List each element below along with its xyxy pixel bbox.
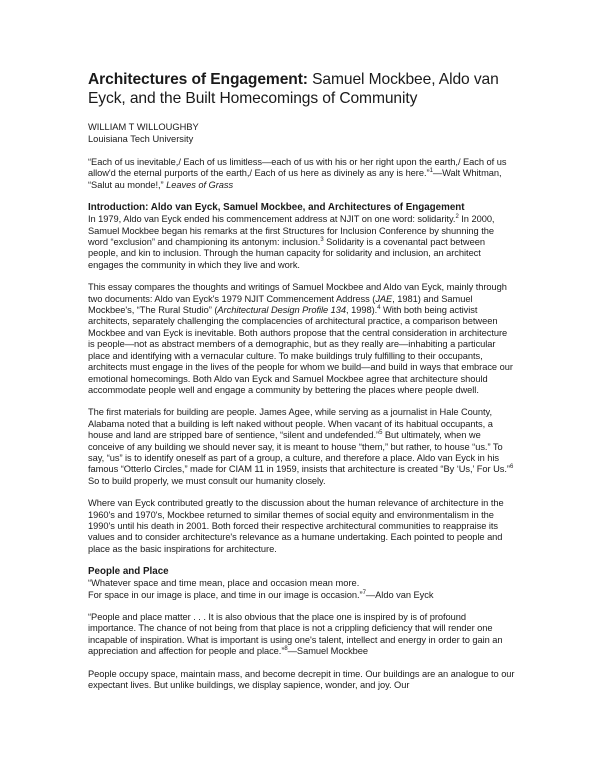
text-run: But ultimately, when we conceive of any building we should never say, it is meant to house “them,” but rather, to house “us.” To say, “us” is to identify oneself as part of a group, a culture, and therefore a place. Aldo van Eyck in his famous “Otterlo Circles,” made for CIAM 11 in 1959, insists that architecture is created “By ‘Us,’ For Us.” <box>88 430 510 475</box>
block-quote <box>88 612 516 658</box>
epigraph <box>88 157 516 191</box>
quote-line <box>88 590 516 601</box>
footnote-ref: 4 <box>377 304 381 311</box>
section-heading-people-and-place: People and Place <box>88 566 169 578</box>
footnote-ref: 3 <box>320 236 324 243</box>
paragraph <box>88 407 516 487</box>
text-run: , 1998). <box>346 305 378 316</box>
italic-title: Architectural Design Profile 134 <box>217 305 347 316</box>
paragraph: People occupy space, maintain mass, and become decrepit in time. Our buildings are an analogue to our expectant lives. But unlike buildings, we display sapience, wonder, and joy. Our <box>88 668 515 691</box>
paper-title <box>88 70 516 108</box>
footnote-ref: 7 <box>362 589 366 596</box>
title-rest: Samuel Mockbee, Aldo van Eyck, and the Built Homecomings of Community <box>88 71 499 107</box>
text-run: The first materials for building are people. James Agee, while serving as a journalist in Hale County, Alabama noted that a building is left naked without people. When vacant of its habitual occupants, a house and land are stripped bare of sentience, “silent and undefended.” <box>88 407 493 441</box>
quote-attribution: —Samuel Mockbee <box>287 646 369 657</box>
text-run: With both being activist architects, separately challenging the complacencies of architectural practice, a comparison between Mockbee and van Eyck is inevitable. Both authors propose that the central consideration in architecture is people—not as abstract members of a demographic, but as they really are—inhabiting a particular place and identifying with a vernacular culture. To make buildings truly fulfilling to their occupants, architects must engage in the lives of the people for whom we build—and build in ways that embrace our emotional homecomings. Both Aldo van Eyck and Samuel Mockbee agree that architecture should accommodate people well and engage a community by bettering the places where people dwell. <box>88 305 513 395</box>
title-bold: Architectures of Engagement: <box>88 71 308 88</box>
epigraph-text: “Each of us inevitable,/ Each of us limitless—each of us with his or her right upon the earth,/ Each of us allow'd the eternal purports of the earth,/ Each of us here as divinely as any is here.” <box>88 157 507 179</box>
paragraph <box>88 282 516 396</box>
footnote-ref: 5 <box>379 430 383 437</box>
quote-attribution: —Aldo van Eyck <box>365 589 434 600</box>
text-run: So to build properly, we must consult our humanity closely. <box>88 475 326 486</box>
text-run: For space in our image is place, and time in our image is occasion.” <box>88 589 363 600</box>
epigraph-source: Leaves of Grass <box>166 179 234 190</box>
text-run: In 1979, Aldo van Eyck ended his commencement address at NJIT on one word: solidarity. <box>88 214 456 225</box>
footnote-ref: 8 <box>284 646 288 653</box>
section-heading-introduction: Introduction: Aldo van Eyck, Samuel Mockbee, and Architectures of Engagement <box>88 202 465 214</box>
text-run: , 1981) and Samuel Mockbee's, “The Rural Studio” ( <box>88 293 473 316</box>
author-name: WILLIAM T WILLOUGHBY <box>88 122 199 132</box>
quote-line: “Whatever space and time mean, place and occasion mean more. <box>88 578 360 589</box>
paragraph: Where van Eyck contributed greatly to the discussion about the human relevance of architecture in the 1960's and 1970's, Mockbee returned to similar themes of social equity and environmentalism in the 1990's until his death in 2001. Both forced their respective architectural communities to reappraise its values and to consider architecture's relevance as a humane undertaking. Each pointed to people and place as the basic inspirations for architecture. <box>88 498 504 554</box>
text-run: In 2000, Samuel Mockbee began his remarks at the first Structures for Inclusion Conference by shunning the word “exclusion” and championing its antonym: inclusion. <box>88 214 495 248</box>
paragraph <box>88 214 516 271</box>
text-run: Solidarity is a covenantal pact between people, and kin to inclusion. Through the human capacity for solidarity and inclusion, an architect engages the community in which they live and work. <box>88 237 485 270</box>
footnote-ref: 6 <box>509 464 514 471</box>
footnote-ref: 2 <box>455 214 459 221</box>
text-run: “People and place matter . . . It is also obvious that the place one is inspired by is of profound importance. The chance of not being from that place is not a crippling deficiency that will render one incapable of inspiration. What is important is using one's talent, intellect and energy in order to gain an appreciation and affection for people and place.” <box>88 612 503 657</box>
epigraph-attribution: —Walt Whitman, “Salut au monde!,” <box>88 168 502 190</box>
italic-title: JAE <box>375 293 393 304</box>
footnote-ref: 1 <box>429 168 433 175</box>
paper-page <box>88 70 516 691</box>
text-run: This essay compares the thoughts and writings of Samuel Mockbee and Aldo van Eyck, mainly through two documents: Aldo van Eyck's 1979 NJIT Commencement Address ( <box>88 282 507 304</box>
author-affiliation: Louisiana Tech University <box>88 133 194 144</box>
